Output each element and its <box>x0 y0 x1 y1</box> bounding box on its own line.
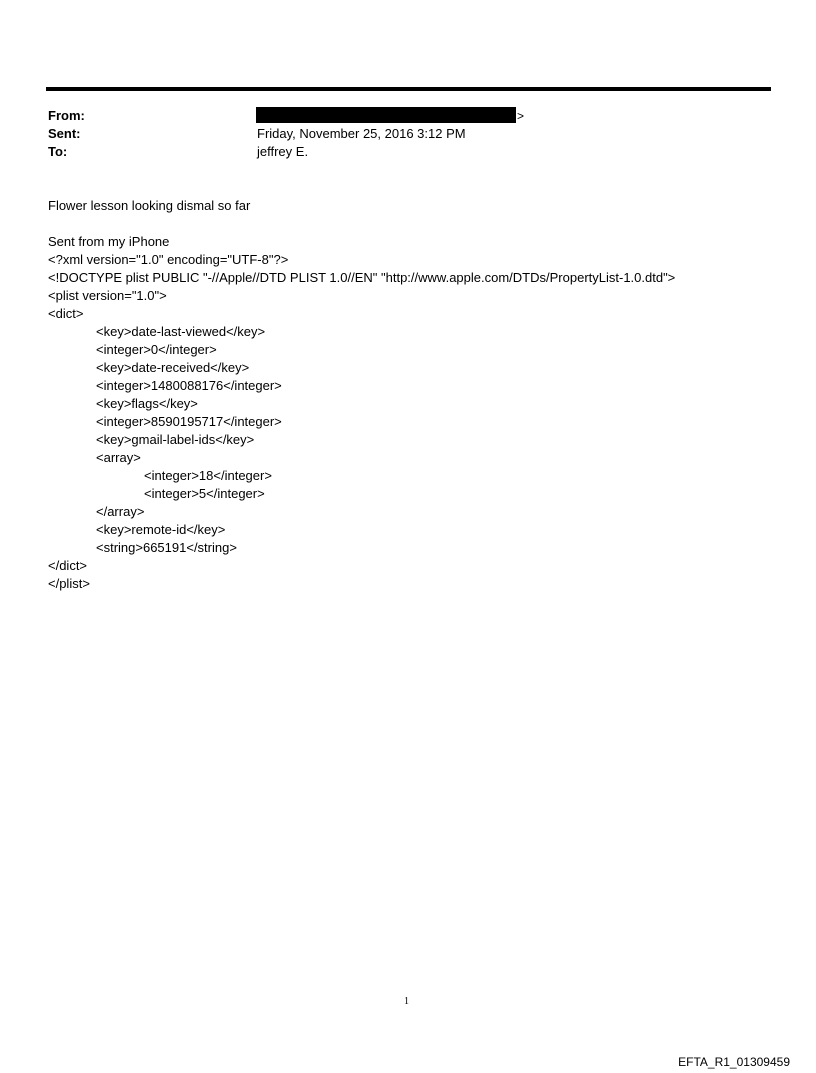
plist-line: <?xml version="1.0" encoding="UTF-8"?> <box>48 252 289 267</box>
header-rule <box>46 87 771 91</box>
plist-line: <key>date-last-viewed</key> <box>96 324 266 339</box>
plist-line: <plist version="1.0"> <box>48 288 167 303</box>
plist-line: <integer>18</integer> <box>144 468 272 483</box>
plist-line: <!DOCTYPE plist PUBLIC "-//Apple//DTD PLIST 1.0//EN" "http://www.apple.com/DTDs/PropertyList-1.0.dtd"> <box>48 270 676 285</box>
plist-line: </plist> <box>48 576 90 591</box>
plist-line: </array> <box>96 504 145 519</box>
sent-value: Friday, November 25, 2016 3:12 PM <box>257 126 466 141</box>
sent-label: Sent: <box>48 126 81 141</box>
plist-line: <integer>5</integer> <box>144 486 265 501</box>
from-label: From: <box>48 108 85 123</box>
plist-line: <key>flags</key> <box>96 396 198 411</box>
plist-line: <key>remote-id</key> <box>96 522 226 537</box>
plist-line: <array> <box>96 450 141 465</box>
document-id: EFTA_R1_01309459 <box>678 1055 790 1069</box>
plist-line: <integer>0</integer> <box>96 342 217 357</box>
redaction-block <box>256 107 516 123</box>
from-address-suffix: > <box>517 109 525 123</box>
plist-line: </dict> <box>48 558 88 573</box>
plist-line: <key>gmail-label-ids</key> <box>96 432 255 447</box>
message-body: Flower lesson looking dismal so far <box>48 198 251 213</box>
to-value: jeffrey E. <box>257 144 309 159</box>
message-signature: Sent from my iPhone <box>48 234 170 249</box>
to-label: To: <box>48 144 68 159</box>
page-number: 1 <box>404 996 409 1007</box>
plist-line: <integer>1480088176</integer> <box>96 378 282 393</box>
plist-line: <integer>8590195717</integer> <box>96 414 282 429</box>
plist-line: <key>date-received</key> <box>96 360 250 375</box>
plist-line: <string>665191</string> <box>96 540 237 555</box>
plist-line: <dict> <box>48 306 84 321</box>
